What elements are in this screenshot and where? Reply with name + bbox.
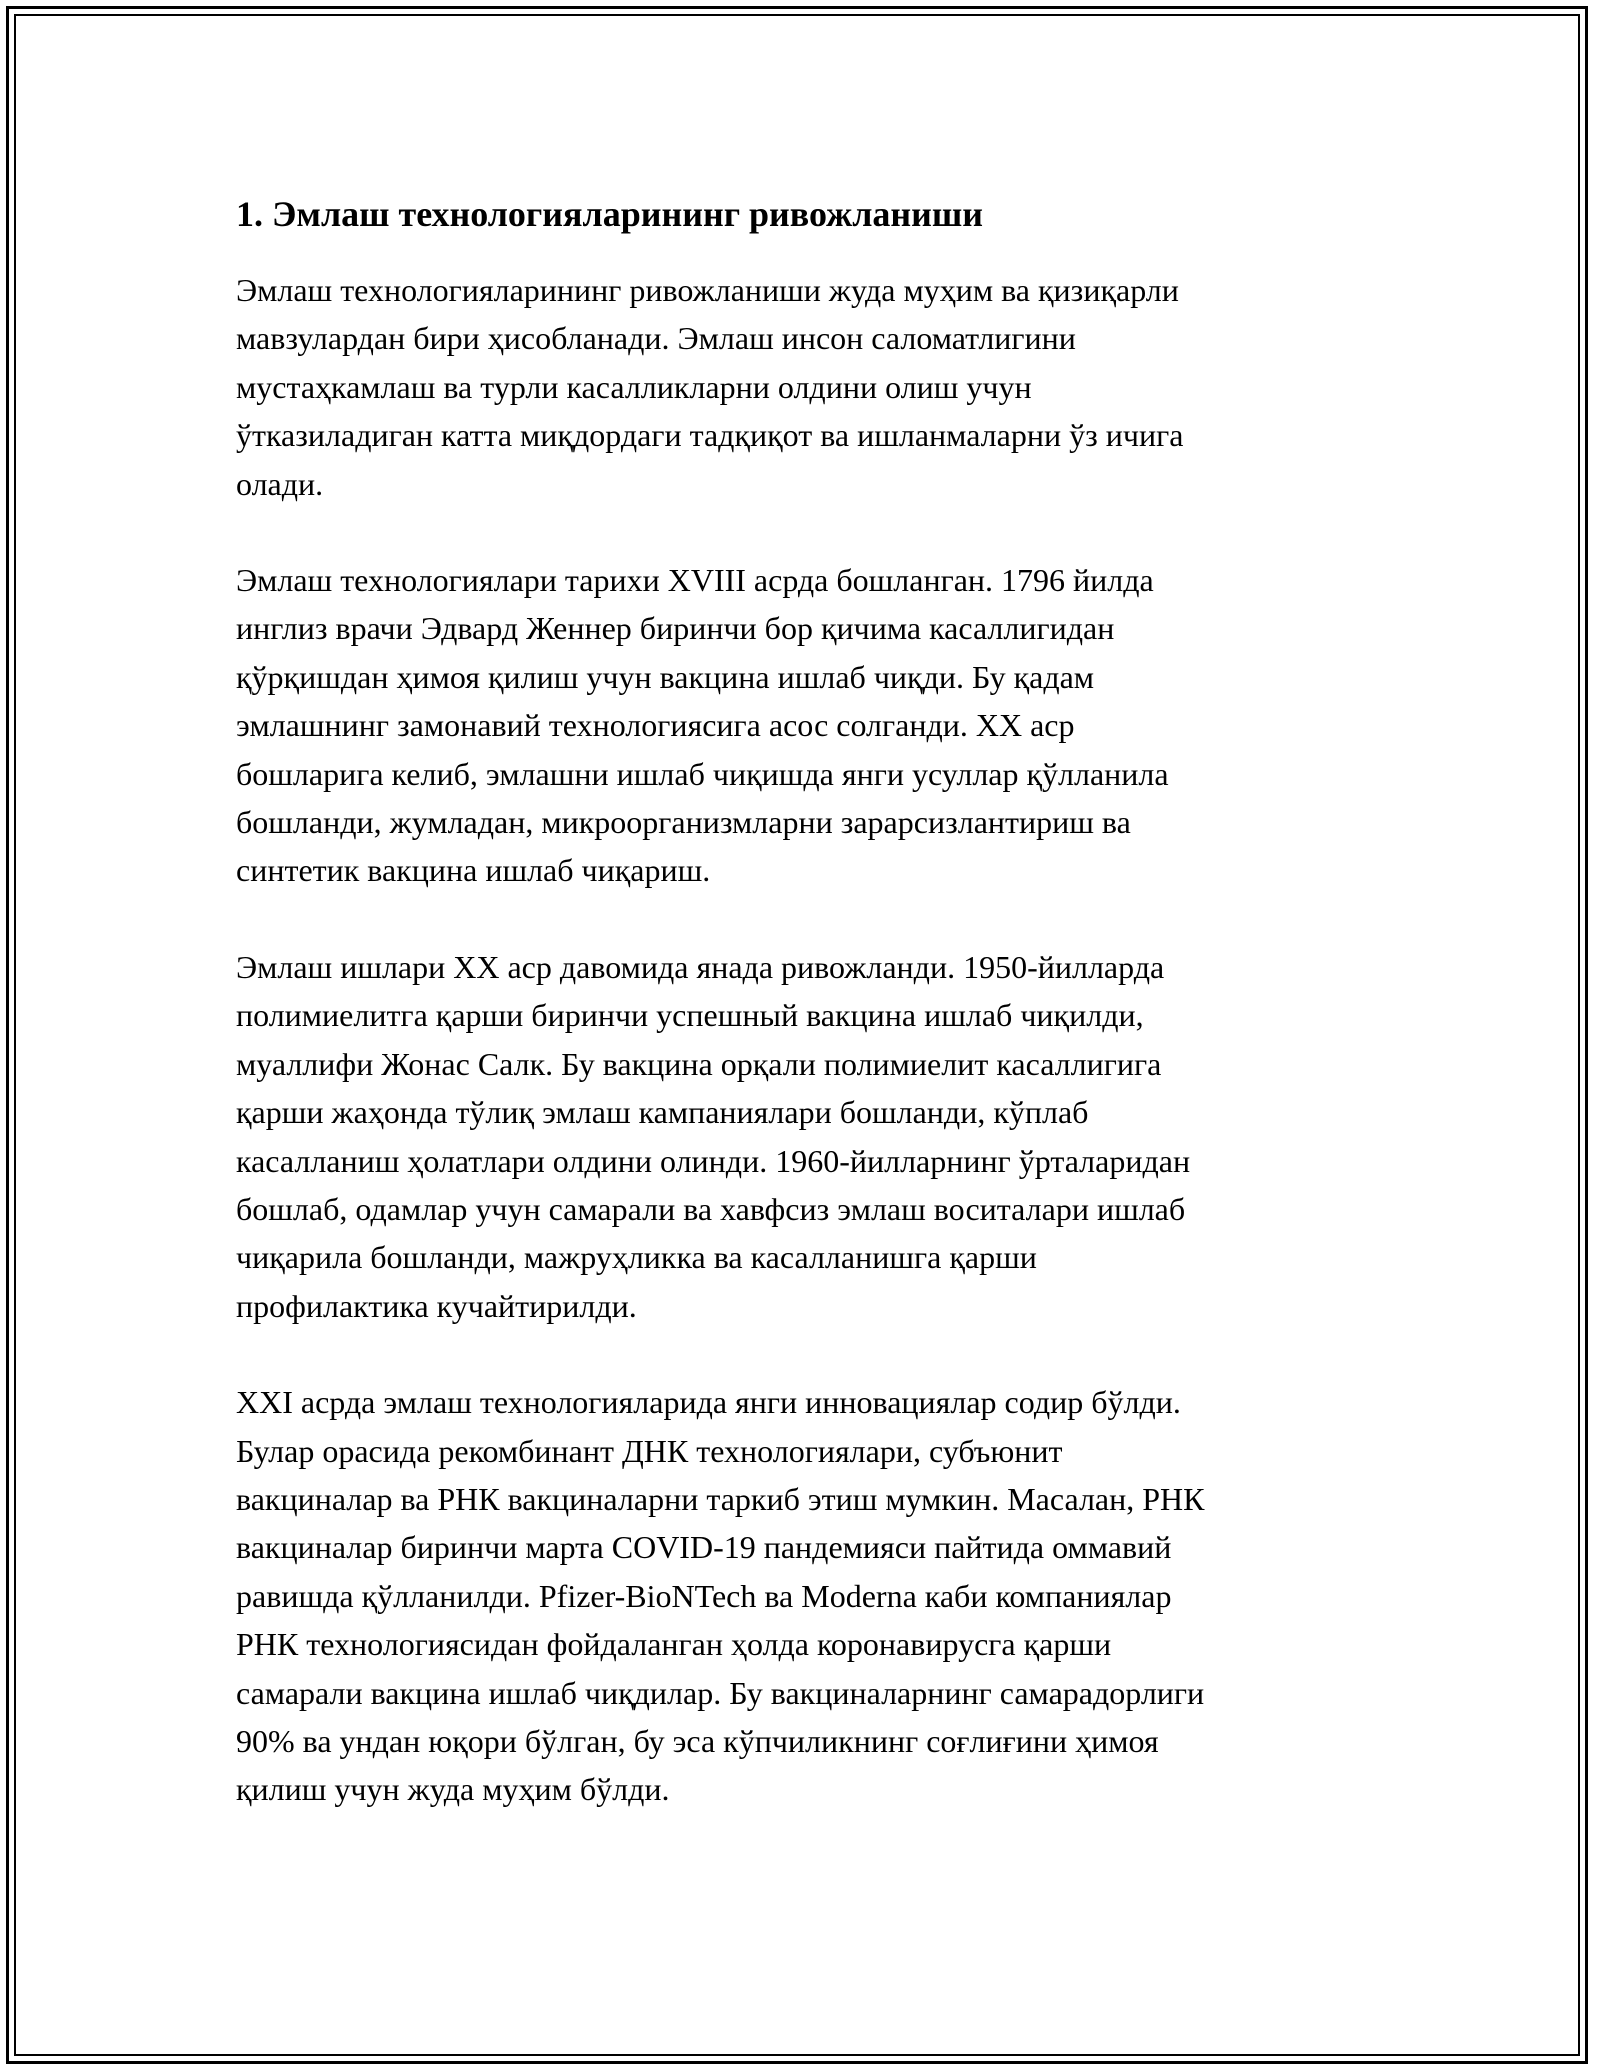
paragraph-line: касалланиш ҳолатлари олдини олинди. 1960-йилларнинг ўрталаридан — [236, 1142, 1191, 1179]
paragraph-line: бошлаб, одамлар учун самарали ва хавфсиз эмлаш воситалари ишлаб — [236, 1190, 1186, 1227]
paragraph-line: 90% ва ундан юқори бўлган, бу эса кўпчиликнинг соғлиғини ҳимоя — [236, 1722, 1159, 1759]
paragraph-line: полимиелитга қарши биринчи успешный вакцина ишлаб чиқилди, — [236, 997, 1144, 1034]
paragraph-line: қилиш учун жуда муҳим бўлди. — [236, 1771, 670, 1808]
paragraph-line: олади. — [236, 465, 324, 502]
paragraph-history — [236, 556, 1376, 895]
paragraph-intro — [236, 266, 1376, 508]
paragraph-line: ўтказиладиган катта миқдордаги тадқиқот ва ишланмаларни ўз ичига — [236, 417, 1184, 454]
paragraph-line: Булар орасида рекомбинант ДНК технологиялари, субъюнит — [236, 1432, 1063, 1469]
paragraph-line: вакциналар ва РНК вакциналарни таркиб этиш мумкин. Масалан, РНК — [236, 1480, 1205, 1517]
paragraph-line: қўрқишдан ҳимоя қилиш учун вакцина ишлаб чиқди. Бу қадам — [236, 658, 1095, 695]
paragraph-line: равишда қўлланилди. Pfizer-BioNTech ва Moderna каби компаниялар — [236, 1577, 1172, 1614]
section-heading: 1. Эмлаш технологияларининг ривожланиши — [236, 194, 984, 234]
paragraph-line: Эмлаш технологиялари тарихи XVIII асрда бошланган. 1796 йилда — [236, 562, 1154, 599]
paragraph-line: чиқарила бошланди, мажруҳликка ва касалланишга қарши — [236, 1239, 1037, 1276]
paragraph-line: мавзулардан бири ҳисобланади. Эмлаш инсон саломатлигини — [236, 320, 1076, 357]
paragraph-line: Эмлаш технологияларининг ривожланиши жуда муҳим ва қизиқарли — [236, 272, 1179, 308]
paragraph-line: муаллифи Жонас Салк. Бу вакцина орқали полимиелит касаллигига — [236, 1045, 1162, 1082]
paragraph-line: бошларига келиб, эмлашни ишлаб чиқишда янги усуллар қўлланила — [236, 755, 1169, 792]
paragraph-line: мустаҳкамлаш ва турли касалликларни олдини олиш учун — [236, 368, 1032, 405]
paragraph-line: бошланди, жумладан, микроорганизмларни зарарсизлантириш ва — [236, 804, 1131, 841]
paragraph-line: эмлашнинг замонавий технологиясига асос солганди. XX аср — [236, 707, 1075, 744]
paragraph-20th-century — [236, 943, 1376, 1330]
paragraph-line: профилактика кучайтирилди. — [236, 1287, 637, 1324]
paragraph-line: вакциналар биринчи марта COVID-19 пандемияси пайтида оммавий — [236, 1529, 1172, 1566]
paragraph-line: самарали вакцина ишлаб чиқдилар. Бу вакциналарнинг самарадорлиги — [236, 1674, 1205, 1711]
paragraph-line: инглиз врачи Эдвард Женнер биринчи бор қичима касаллигидан — [236, 610, 1115, 647]
document-body — [236, 188, 1376, 1814]
paragraph-line: қарши жаҳонда тўлиқ эмлаш кампаниялари бошланди, кўплаб — [236, 1094, 1089, 1131]
paragraph-line: Эмлаш ишлари XX аср давомида янада ривожланди. 1950-йилларда — [236, 948, 1165, 985]
paragraph-line: синтетик вакцина ишлаб чиқариш. — [236, 852, 711, 889]
paragraph-line: XXI асрда эмлаш технологияларида янги инновациялар содир бўлди. — [236, 1384, 1181, 1421]
paragraph-21st-century — [236, 1378, 1376, 1814]
paragraph-line: РНК технологиясидан фойдаланган ҳолда коронавирусга қарши — [236, 1626, 1112, 1663]
